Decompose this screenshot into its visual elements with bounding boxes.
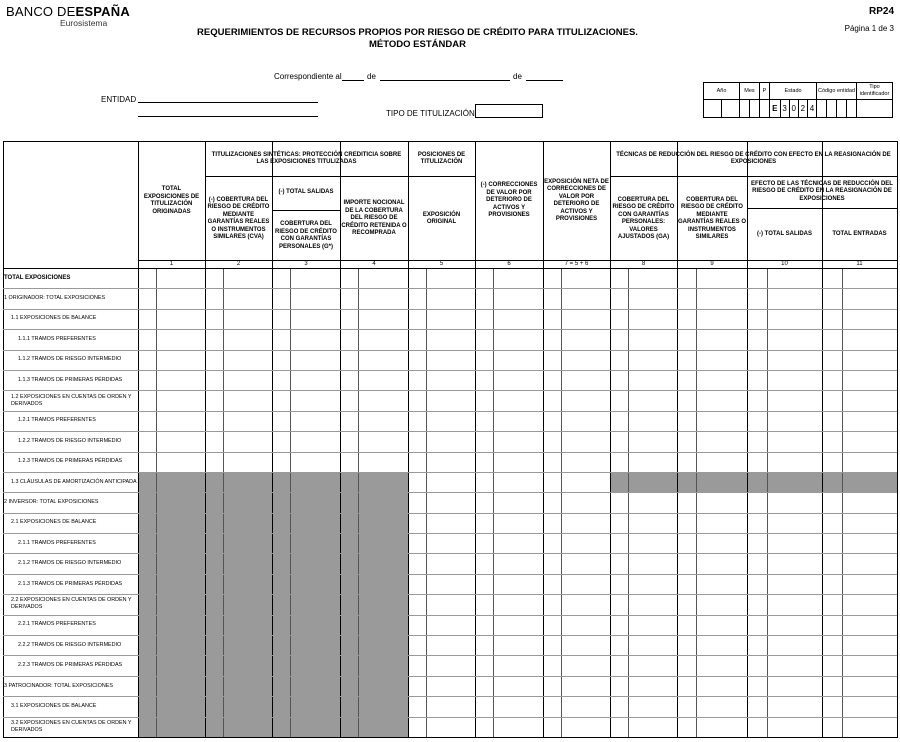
row-label: 1.1 EXPOSICIONES DE BALANCE [11,315,97,322]
month-field[interactable] [380,80,510,81]
estado-cell-5: 4 [807,100,816,118]
row-line [3,492,897,493]
row-line [3,288,897,289]
year-field[interactable] [526,80,563,81]
day-field[interactable] [342,80,364,81]
col-header-6: (-) CORRECCIONES DE VALOR POR DETERIORO DE ACTIVOS Y PROVISIONES [480,182,538,219]
ano-cell-2[interactable] [722,100,740,118]
column-number: 5 [439,261,444,267]
group-header-posiciones: POSICIONES DE TITULIZACIÓN [417,151,466,165]
subcolumn-line [223,268,224,737]
row-label: 2.2 EXPOSICIONES EN CUENTAS DE ORDEN Y DERIVADOS [11,597,132,611]
subcolumn-line [767,268,768,737]
row-label: 2.1.3 TRAMOS DE PRIMERAS PÉRDIDAS [18,580,123,587]
codigo-entidad-label: Código entidad [817,83,857,100]
column-number: 8 [641,261,646,267]
row-label: 1 ORIGINADOR: TOTAL EXPOSICIONES [4,295,106,302]
entidad-field-1[interactable] [138,102,318,103]
header-line [272,210,340,211]
row-label: 2.1 EXPOSICIONES DE BALANCE [11,519,97,526]
row-label: 1.1.2 TRAMOS DE RIESGO INTERMEDIO [18,356,122,363]
estado-cell-4: 2 [798,100,807,118]
row-label: 3.2 EXPOSICIONES EN CUENTAS DE ORDEN Y DERIVADOS [11,719,132,733]
row-line [3,676,897,677]
column-number: 10 [781,261,788,267]
header-line [3,268,897,269]
subcolumn-line [561,268,562,737]
tipo-titulizacion-label: TIPO DE TITULIZACIÓN [386,109,475,118]
row-label: 1.2.2 TRAMOS DE RIESGO INTERMEDIO [18,437,122,444]
estado-label: Estado [770,83,817,100]
col-header-3: COBERTURA DEL RIESGO DE CRÉDITO CON GARANTÍAS PERSONALES (G*) [275,221,337,250]
subcolumn-line [628,268,629,737]
ano-label: Año [704,83,740,100]
mes-cell-1[interactable] [740,100,750,118]
subcolumn-line [358,268,359,737]
subcolumn-line [156,268,157,737]
p-cell[interactable] [760,100,770,118]
de-label-1: de [367,72,376,81]
subcolumn-line [290,268,291,737]
col-header-1: TOTAL EXPOSICIONES DE TITULIZACIÓN ORIGINADAS [143,186,200,215]
col-header-8: COBERTURA DEL RIESGO DE CRÉDITO CON GARANTÍAS PERSONALES: VALORES AJUSTADOS (GA) [612,196,675,240]
col-header-9: COBERTURA DEL RIESGO DE CRÉDITO MEDIANTE GARANTÍAS REALES O INSTRUMENTOS SIMILARES [678,196,747,240]
col-header-2: (-) COBERTURA DEL RIESGO DE CRÉDITO MEDIANTE GARANTÍAS REALES O INSTRUMENTOS SIMILARES (CVA) [207,196,270,240]
col-header-10: (-) TOTAL SALIDAS [757,231,812,238]
column-number: 11 [856,261,863,267]
estado-cell-3: 0 [789,100,798,118]
page-number: Página 1 de 3 [844,24,894,33]
p-label: P [760,83,770,100]
col-header-3-top: (-) TOTAL SALIDAS [278,189,334,196]
row-label: 2 INVERSOR: TOTAL EXPOSICIONES [4,498,99,505]
column-number: 1 [169,261,174,267]
row-label: 2.2.2 TRAMOS DE RIESGO INTERMEDIO [18,641,122,648]
subcolumn-line [696,268,697,737]
logo-eurosistema: Eurosistema [60,18,108,28]
col-header-7: EXPOSICIÓN NETA DE CORRECCIONES DE VALOR POR DETERIORO DE ACTIVOS Y PROVISIONES [544,178,609,222]
subcolumn-line [426,268,427,737]
column-number: 2 [236,261,241,267]
estado-cell-2: 3 [780,100,789,118]
mes-label: Mes [740,83,760,100]
row-label: 1.2 EXPOSICIONES EN CUENTAS DE ORDEN Y DERIVADOS [11,393,132,407]
row-label: 3 PATROCINADOR: TOTAL EXPOSICIONES [4,682,113,689]
col-header-4: IMPORTE NOCIONAL DE LA COBERTURA DEL RIESGO DE CRÉDITO RETENIDA O RECOMPRADA [341,200,407,237]
codigo-cell-3[interactable] [837,100,847,118]
row-label: 3.1 EXPOSICIONES DE BALANCE [11,702,97,709]
row-label: 1.2.3 TRAMOS DE PRIMERAS PÉRDIDAS [18,458,123,465]
entidad-label: ENTIDAD [101,95,137,104]
codigo-cell-2[interactable] [827,100,837,118]
row-label: 2.1.2 TRAMOS DE RIESGO INTERMEDIO [18,560,122,567]
column-number: 9 [710,261,714,267]
codigo-cell-1[interactable] [817,100,827,118]
column-number: 7 = 5 + 6 [564,261,589,267]
group-header-efecto: EFECTO DE LAS TÉCNICAS DE REDUCCIÓN DEL RIESGO DE CRÉDITO EN LA REASIGNACIÓN DE EXPOSICIONES [751,180,893,202]
row-label: 1.1.3 TRAMOS DE PRIMERAS PÉRDIDAS [18,376,123,383]
row-label: 1.2.1 TRAMOS PREFERENTES [18,417,96,424]
estado-cell-1: E [770,100,781,118]
row-label: 2.1.1 TRAMOS PREFERENTES [18,539,96,546]
tipo-identificador-cell[interactable] [857,100,893,118]
logo-banco-espana: BANCO DEESPAÑA [6,4,130,19]
col-header-11: TOTAL ENTRADAS [832,231,887,238]
column-number: 3 [304,261,308,267]
page-subtitle: MÉTODO ESTÁNDAR [369,39,466,50]
entidad-field-2[interactable] [138,116,318,117]
tipo-identificador-label: Tipo identificador [857,83,893,100]
column-number: 6 [507,261,511,267]
header-line [205,176,408,177]
column-number: 4 [372,261,376,267]
page-title: REQUERIMIENTOS DE RECURSOS PROPIOS POR RIESGO DE CRÉDITO PARA TITULIZACIONES. [197,27,638,38]
header-line [408,176,475,177]
mes-cell-2[interactable] [750,100,760,118]
subcolumn-line [842,268,843,737]
de-label-2: de [513,72,522,81]
group-header-tecnicas: TÉCNICAS DE REDUCCIÓN DEL RIESGO DE CRÉDITO CON EFECTO EN LA REASIGNACIÓN DE EXPOSICIONES [616,151,891,165]
correspondiente-label: Correspondiente al [274,72,342,81]
tipo-titulizacion-field[interactable] [475,104,543,118]
row-label: TOTAL EXPOSICIONES [4,274,71,281]
form-code: RP24 [868,6,894,17]
group-header-sinteticas: TITULIZACIONES SINTÉTICAS: PROTECCIÓN CREDITICIA SOBRE LAS EXPOSICIONES TITULIZADAS [211,151,402,165]
codigo-cell-4[interactable] [847,100,857,118]
header-line [747,208,897,209]
row-label: 2.2.1 TRAMOS PREFERENTES [18,621,96,628]
ano-cell-1[interactable] [704,100,722,118]
row-label: 1.3 CLÁUSULAS DE AMORTIZACIÓN ANTICIPADA [11,478,137,485]
subcolumn-line [493,268,494,737]
row-label: 2.2.3 TRAMOS DE PRIMERAS PÉRDIDAS [18,662,123,669]
row-label: 1.1.1 TRAMOS PREFERENTES [18,335,96,342]
col-header-5: EXPOSICIÓN ORIGINAL [422,211,461,225]
identification-table [703,82,893,118]
